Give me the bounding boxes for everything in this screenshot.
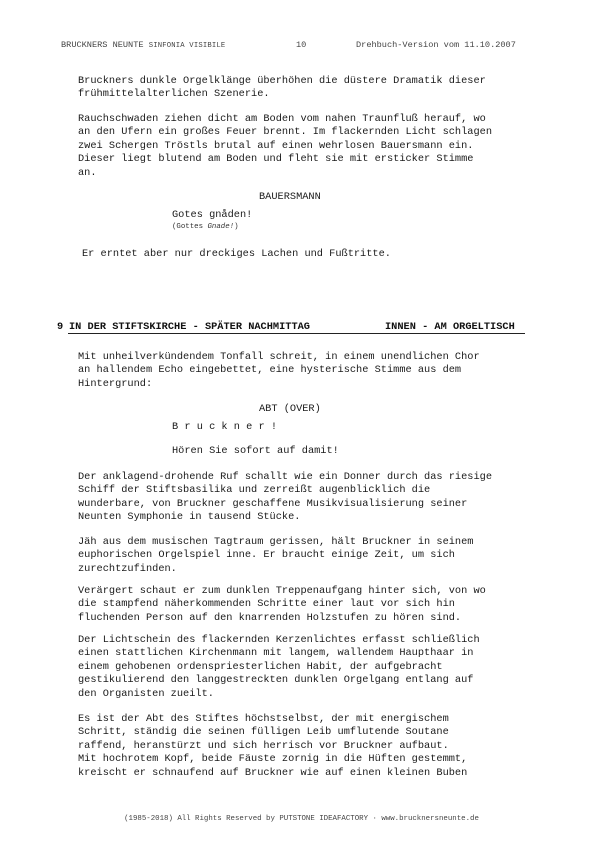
action-paragraph-1: Bruckners dunkle Orgelklänge überhöhen die düstere Dramatik dieser frühmittelalterlichen Szenerie. [78,75,486,101]
action-paragraph-5: Der anklagend-drohende Ruf schallt wie ein Donner durch das riesige Schiff der Stiftsbasilika und zerreißt augenblicklich die wunderbare, von Bruckner geschaffene Musikvisualisierung seiner Neunten Symphonie in tausend Stücke. [78,471,493,524]
action-paragraph-6: Jäh aus dem musischen Tagtraum gerissen, hält Bruckner in seinem euphorischen Orgelspiel inne. Er braucht einige Zeit, um sich zurechtzufinden. [78,536,474,575]
dialogue-line-abt-2: Hören Sie sofort auf damit! [172,445,339,457]
header-version: Drehbuch-Version vom 11.10.2007 [356,40,516,50]
parenthetical-translation [172,223,239,231]
action-paragraph-3: Er erntet aber nur dreckiges Lachen und Fußtritte. [82,248,391,260]
action-paragraph-2: Rauchschwaden ziehen dicht am Boden vom nahen Traunfluß herauf, wo an den Ufern ein großes Feuer brennt. Im flackernden Licht schlagen zwei Schergen Tröstls brutal auf einen wehrlosen Bauersmann ein. Dieser liegt blutend am Boden und fleht sie mit ersticker Stimme an. [78,113,493,179]
scene-setting: INNEN - AM ORGELTISCH [385,321,515,333]
parenthetical-prefix: (Gottes [172,223,208,231]
action-paragraph-8: Der Lichtschein des flackernden Kerzenlichtes erfasst schließlich einen stattlichen Kirchenmann mit langem, wallendem Haupthaar in einem gehobenen ordenspriesterlichen Habit, der aufgebracht gestikulierend den langgestreckten dunklen Orgelgang entlang auf den Organisten zueilt. [78,634,480,700]
header-page-number: 10 [296,40,307,50]
dialogue-line-bauersmann: Gotes gnåden! [172,209,253,221]
header-title [61,40,225,50]
scene-heading-underline [68,333,525,334]
scene-location: IN DER STIFTSKIRCHE - SPÄTER NACHMITTAG [69,321,310,333]
character-name-bauersmann: BAUERSMANN [259,191,321,203]
header-subtitle: SINFONIA VISIBILE [148,42,226,50]
parenthetical-suffix: ) [234,223,239,231]
scene-number: 9 [57,321,64,333]
dialogue-line-abt-1: B r u c k n e r ! [172,421,278,433]
action-paragraph-7: Verärgert schaut er zum dunklen Treppenaufgang hinter sich, von wo die stampfend näherkommenden Schritte einer laut vor sich hin fluchenden Person auf den knarrenden Holzstufen zu hören sind. [78,585,486,624]
header-title-main: BRUCKNERS NEUNTE [61,40,144,50]
action-paragraph-4: Mit unheilverkündendem Tonfall schreit, in einem unendlichen Chor an hallendem Echo eingebettet, eine hysterische Stimme aus dem Hintergrund: [78,351,480,390]
parenthetical-italic: Gnade! [207,223,235,231]
character-name-abt: ABT (OVER) [259,403,321,415]
action-paragraph-9: Es ist der Abt des Stiftes höchstselbst, der mit energischem Schritt, ständig die seinen fülligen Leib umflutende Soutane raffend, heranstürzt und sich herrisch vor Bruckner aufbaut. Mit hochrotem Kopf, beide Fäuste zornig in die Hüften gestemmt, kreischt er schnaufend auf Bruckner wie auf einen kleinen Buben [78,713,468,779]
page-footer: (1985-2018) All Rights Reserved by PUTSTONE IDEAFACTORY · www.brucknersneunte.de [124,815,479,823]
